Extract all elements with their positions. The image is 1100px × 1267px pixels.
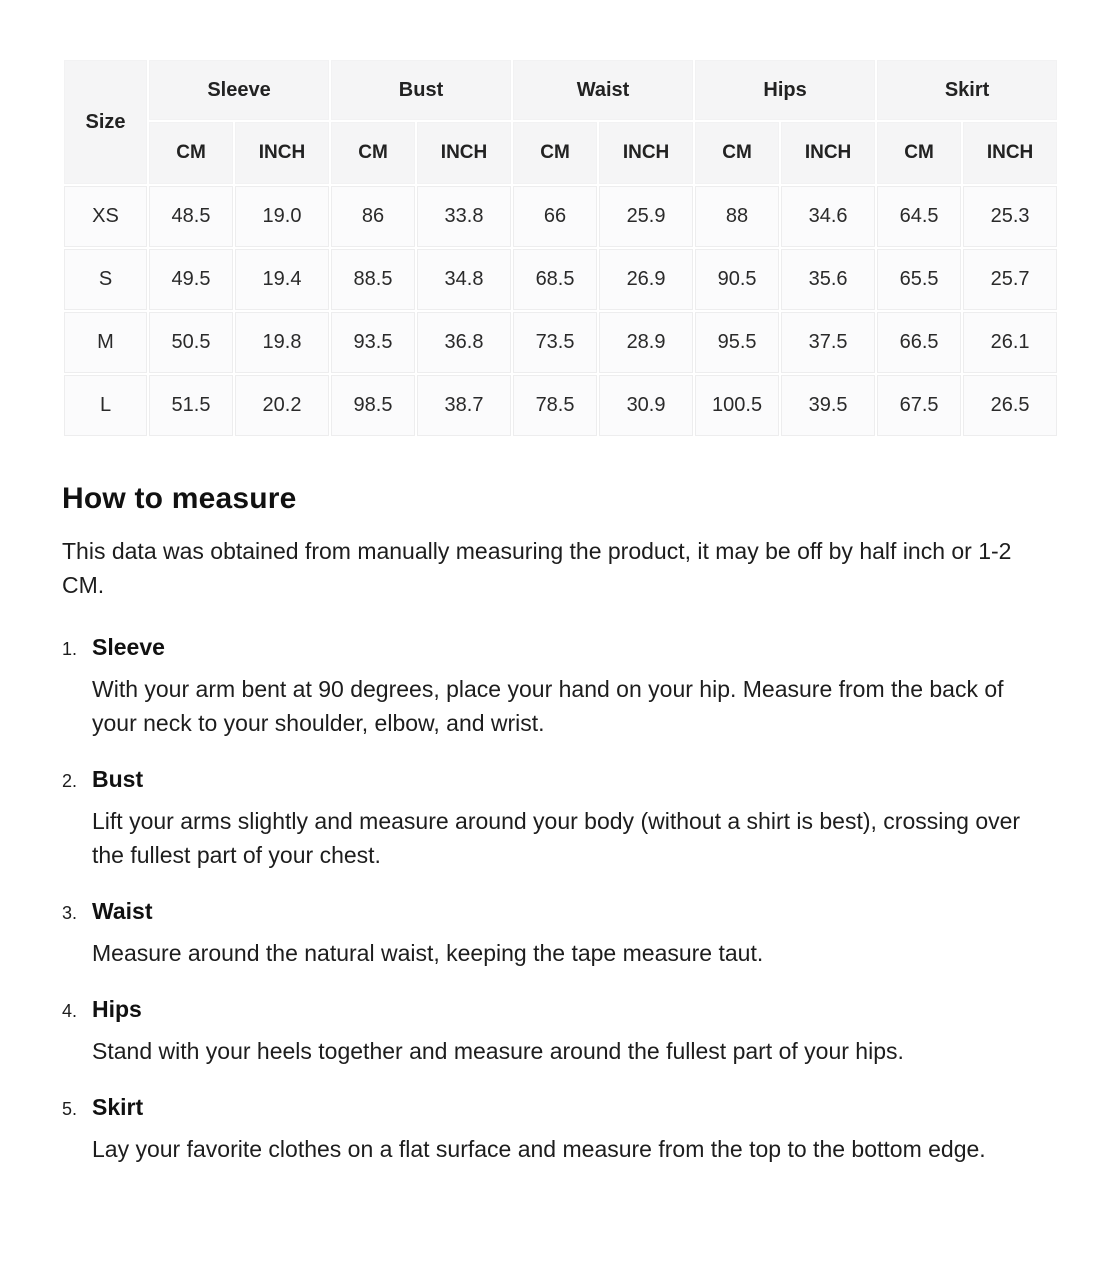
unit-header-waist-cm: CM [513, 122, 597, 184]
table-cell: 68.5 [513, 249, 597, 310]
section-heading: How to measure [62, 482, 297, 515]
unit-header-sleeve-cm: CM [149, 122, 233, 184]
unit-header-hips-cm: CM [695, 122, 779, 184]
group-header-skirt: Skirt [877, 60, 1057, 120]
table-row-m [64, 312, 1057, 373]
step-description: Measure around the natural waist, keeping the tape measure taut. [92, 940, 764, 966]
table-cell: 66.5 [877, 312, 961, 373]
step-header [62, 898, 1038, 925]
table-cell: 37.5 [781, 312, 875, 373]
table-cell: 30.9 [599, 375, 693, 436]
step-header [62, 996, 1038, 1023]
table-cell: 98.5 [331, 375, 415, 436]
table-cell: 28.9 [599, 312, 693, 373]
table-cell: 65.5 [877, 249, 961, 310]
step-title: Hips [92, 996, 142, 1022]
table-cell: 33.8 [417, 186, 511, 247]
group-header-waist: Waist [513, 60, 693, 120]
step-header [62, 1094, 1038, 1121]
table-cell: 66 [513, 186, 597, 247]
table-cell: 25.7 [963, 249, 1057, 310]
step-number: 1. [62, 639, 78, 659]
size-label: L [64, 375, 147, 436]
table-cell: 26.5 [963, 375, 1057, 436]
unit-header-skirt-cm: CM [877, 122, 961, 184]
group-header-hips: Hips [695, 60, 875, 120]
table-cell: 88 [695, 186, 779, 247]
unit-header-skirt-inch: INCH [963, 122, 1057, 184]
table-cell: 78.5 [513, 375, 597, 436]
table-cell: 19.0 [235, 186, 329, 247]
measure-disclaimer: This data was obtained from manually measuring the product, it may be off by half inch or 1-2 CM. [62, 538, 1012, 598]
size-chart-header [64, 60, 1057, 184]
table-cell: 19.4 [235, 249, 329, 310]
step-number: 4. [62, 1001, 78, 1021]
table-cell: 88.5 [331, 249, 415, 310]
size-label: M [64, 312, 147, 373]
table-cell: 100.5 [695, 375, 779, 436]
step-title: Sleeve [92, 634, 165, 660]
table-cell: 48.5 [149, 186, 233, 247]
step-skirt [62, 1094, 1038, 1166]
step-description: With your arm bent at 90 degrees, place your hand on your hip. Measure from the back of your neck to your shoulder, elbow, and wrist. [92, 676, 1004, 736]
table-cell: 50.5 [149, 312, 233, 373]
table-cell: 39.5 [781, 375, 875, 436]
table-cell: 95.5 [695, 312, 779, 373]
table-cell: 34.6 [781, 186, 875, 247]
unit-header-waist-inch: INCH [599, 122, 693, 184]
table-cell: 25.9 [599, 186, 693, 247]
table-row-s [64, 249, 1057, 310]
size-label: XS [64, 186, 147, 247]
table-row-xs [64, 186, 1057, 247]
step-title: Bust [92, 766, 144, 792]
table-cell: 34.8 [417, 249, 511, 310]
table-cell: 35.6 [781, 249, 875, 310]
table-cell: 90.5 [695, 249, 779, 310]
table-cell: 19.8 [235, 312, 329, 373]
step-title: Skirt [92, 1094, 144, 1120]
table-row-l [64, 375, 1057, 436]
table-cell: 51.5 [149, 375, 233, 436]
table-cell: 38.7 [417, 375, 511, 436]
step-header [62, 766, 1038, 793]
table-cell: 73.5 [513, 312, 597, 373]
table-cell: 49.5 [149, 249, 233, 310]
group-header-bust: Bust [331, 60, 511, 120]
table-cell: 36.8 [417, 312, 511, 373]
step-header [62, 634, 1038, 661]
unit-header-hips-inch: INCH [781, 122, 875, 184]
size-label: S [64, 249, 147, 310]
unit-header-bust-cm: CM [331, 122, 415, 184]
how-to-measure-section [62, 482, 1038, 1166]
size-chart-table [62, 58, 1059, 438]
measure-steps-list [62, 634, 1038, 1166]
step-waist [62, 898, 1038, 970]
step-bust [62, 766, 1038, 872]
step-number: 3. [62, 903, 78, 923]
table-cell: 86 [331, 186, 415, 247]
table-cell: 26.1 [963, 312, 1057, 373]
table-cell: 93.5 [331, 312, 415, 373]
step-description: Lay your favorite clothes on a flat surface and measure from the top to the bottom edge. [92, 1136, 986, 1162]
step-sleeve [62, 634, 1038, 740]
unit-header-sleeve-inch: INCH [235, 122, 329, 184]
step-title: Waist [92, 898, 153, 924]
table-cell: 20.2 [235, 375, 329, 436]
group-header-sleeve: Sleeve [149, 60, 329, 120]
unit-header-bust-inch: INCH [417, 122, 511, 184]
table-cell: 25.3 [963, 186, 1057, 247]
table-cell: 26.9 [599, 249, 693, 310]
step-hips [62, 996, 1038, 1068]
size-column-header: Size [64, 60, 147, 184]
table-cell: 67.5 [877, 375, 961, 436]
step-number: 2. [62, 771, 78, 791]
step-description: Lift your arms slightly and measure around your body (without a shirt is best), crossing over the fullest part of your chest. [92, 808, 1021, 868]
step-number: 5. [62, 1099, 78, 1119]
step-description: Stand with your heels together and measure around the fullest part of your hips. [92, 1038, 904, 1064]
table-cell: 64.5 [877, 186, 961, 247]
